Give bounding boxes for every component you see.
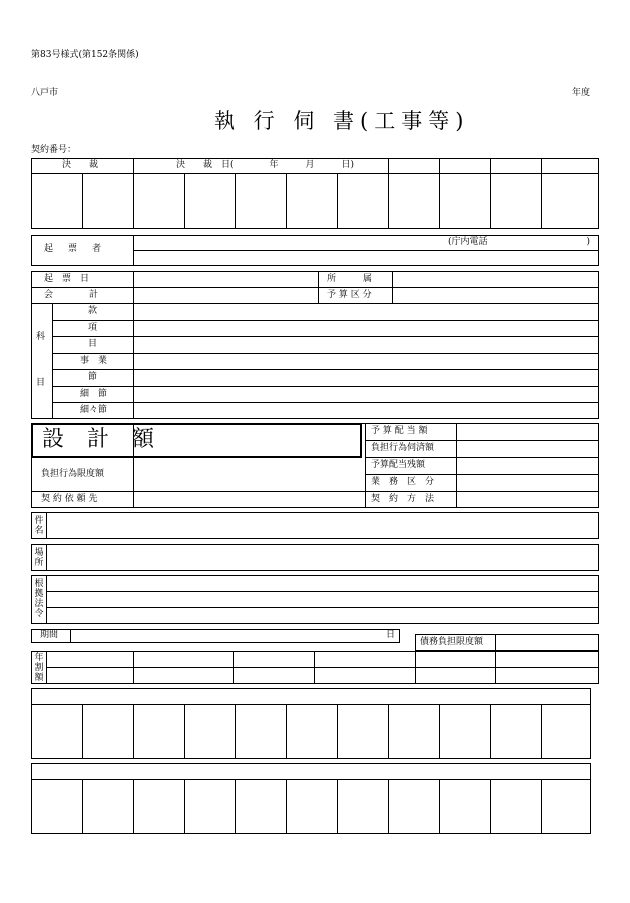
divider <box>133 651 134 684</box>
stamp-grid <box>31 763 591 834</box>
divider <box>235 704 236 759</box>
divider <box>388 704 389 759</box>
divider <box>52 336 599 337</box>
stamp-grid <box>31 688 591 759</box>
contractor-label: 契 約 依 頼 先 <box>41 494 98 504</box>
divider <box>133 158 134 229</box>
basho-label: 場所 <box>34 548 44 568</box>
divider <box>46 651 47 684</box>
design-amount-label: 設 計 額 <box>42 427 162 452</box>
divider <box>490 704 491 759</box>
divider <box>365 491 599 492</box>
divider <box>415 651 416 684</box>
divider <box>31 287 599 288</box>
subject-row-label: 細々節 <box>80 405 108 415</box>
divider <box>184 779 185 834</box>
draft-date-label: 起 票 日 <box>44 274 90 284</box>
city-name: 八戸市 <box>31 88 59 98</box>
divider <box>52 369 599 370</box>
divider <box>31 491 365 492</box>
budget-allocation-label: 予 算 配 当 額 <box>371 426 428 436</box>
konkyo-box <box>31 575 599 624</box>
kenmei-label: 件名 <box>34 516 44 536</box>
divider <box>82 779 83 834</box>
divider <box>46 575 47 624</box>
subject-row-label: 細 節 <box>80 389 108 399</box>
divider <box>439 704 440 759</box>
divider <box>31 303 599 304</box>
divider <box>46 591 599 592</box>
kessai-label: 決 裁 <box>62 160 99 170</box>
contract-method-label: 契 約 方 法 <box>371 494 435 504</box>
subject-label-moku: 目 <box>36 378 46 388</box>
divider <box>392 271 393 303</box>
kenmei-box <box>31 512 599 539</box>
budget-category-label: 予 算 区 分 <box>327 290 372 300</box>
divider <box>337 173 338 229</box>
divider <box>490 779 491 834</box>
burden-limit-label: 負担行為限度額 <box>41 469 105 479</box>
period-label: 期間 <box>40 630 59 640</box>
divider <box>318 271 319 303</box>
divider <box>286 779 287 834</box>
phone-label: (庁内電話 ) <box>448 237 591 247</box>
divider <box>235 173 236 229</box>
subject-row-label: 目 <box>88 339 98 349</box>
info-subject-block <box>31 271 599 419</box>
divider <box>133 779 134 834</box>
divider <box>490 158 491 229</box>
divider <box>46 667 599 668</box>
burden-submitted-label: 負担行為伺済額 <box>371 443 435 453</box>
debt-limit-label: 債務負担限度額 <box>420 637 484 647</box>
divider <box>52 402 599 403</box>
divider <box>46 607 599 608</box>
page-title: 執 行 伺 書(工事等) <box>214 109 470 133</box>
divider <box>365 440 599 441</box>
divider <box>541 704 542 759</box>
budget-remaining-label: 予算配当残額 <box>371 460 426 470</box>
subject-label-ka: 科 <box>36 332 46 342</box>
subject-row-label: 事 業 <box>80 356 108 366</box>
divider <box>314 651 315 684</box>
divider <box>495 651 496 684</box>
period-day-label: 日 <box>386 630 396 640</box>
divider <box>46 512 47 539</box>
divider <box>46 544 47 571</box>
divider <box>235 779 236 834</box>
divider <box>388 779 389 834</box>
divider <box>286 173 287 229</box>
divider <box>337 704 338 759</box>
divider <box>439 158 440 229</box>
divider <box>184 173 185 229</box>
annual-split-label: 年割額 <box>34 653 44 683</box>
accounting-label: 会 計 <box>44 290 99 300</box>
divider <box>286 704 287 759</box>
divider <box>82 704 83 759</box>
divider <box>31 173 599 174</box>
divider <box>133 704 134 759</box>
business-category-label: 業 務 区 分 <box>371 477 435 487</box>
divider <box>233 651 234 684</box>
divider <box>52 386 599 387</box>
form-number: 第83号様式(第152条関係) <box>31 50 139 60</box>
divider <box>365 457 599 458</box>
affiliation-label: 所 属 <box>327 274 373 284</box>
divider <box>337 779 338 834</box>
divider <box>133 271 134 419</box>
divider <box>184 704 185 759</box>
basho-box <box>31 544 599 571</box>
divider <box>365 474 599 475</box>
drafter-label: 起 票 者 <box>44 244 105 254</box>
divider <box>365 423 366 508</box>
konkyo-label: 根拠法令 <box>34 579 44 619</box>
subject-row-label: 節 <box>88 372 98 382</box>
divider <box>388 158 389 229</box>
divider <box>439 779 440 834</box>
divider <box>52 353 599 354</box>
contract-number-label: 契約番号： <box>31 145 77 155</box>
divider <box>456 423 457 508</box>
divider <box>31 779 591 780</box>
divider <box>82 173 83 229</box>
divider <box>52 320 599 321</box>
divider <box>133 250 599 251</box>
fiscal-year-label: 年度 <box>572 88 591 98</box>
kessai-date-label: 決 裁 日( 年 月 日) <box>176 160 355 170</box>
divider <box>541 779 542 834</box>
divider <box>541 158 542 229</box>
divider <box>31 704 591 705</box>
subject-row-label: 項 <box>88 323 98 333</box>
subject-row-label: 款 <box>88 306 98 316</box>
period-box <box>31 629 400 643</box>
divider <box>70 629 71 643</box>
divider <box>495 634 496 651</box>
